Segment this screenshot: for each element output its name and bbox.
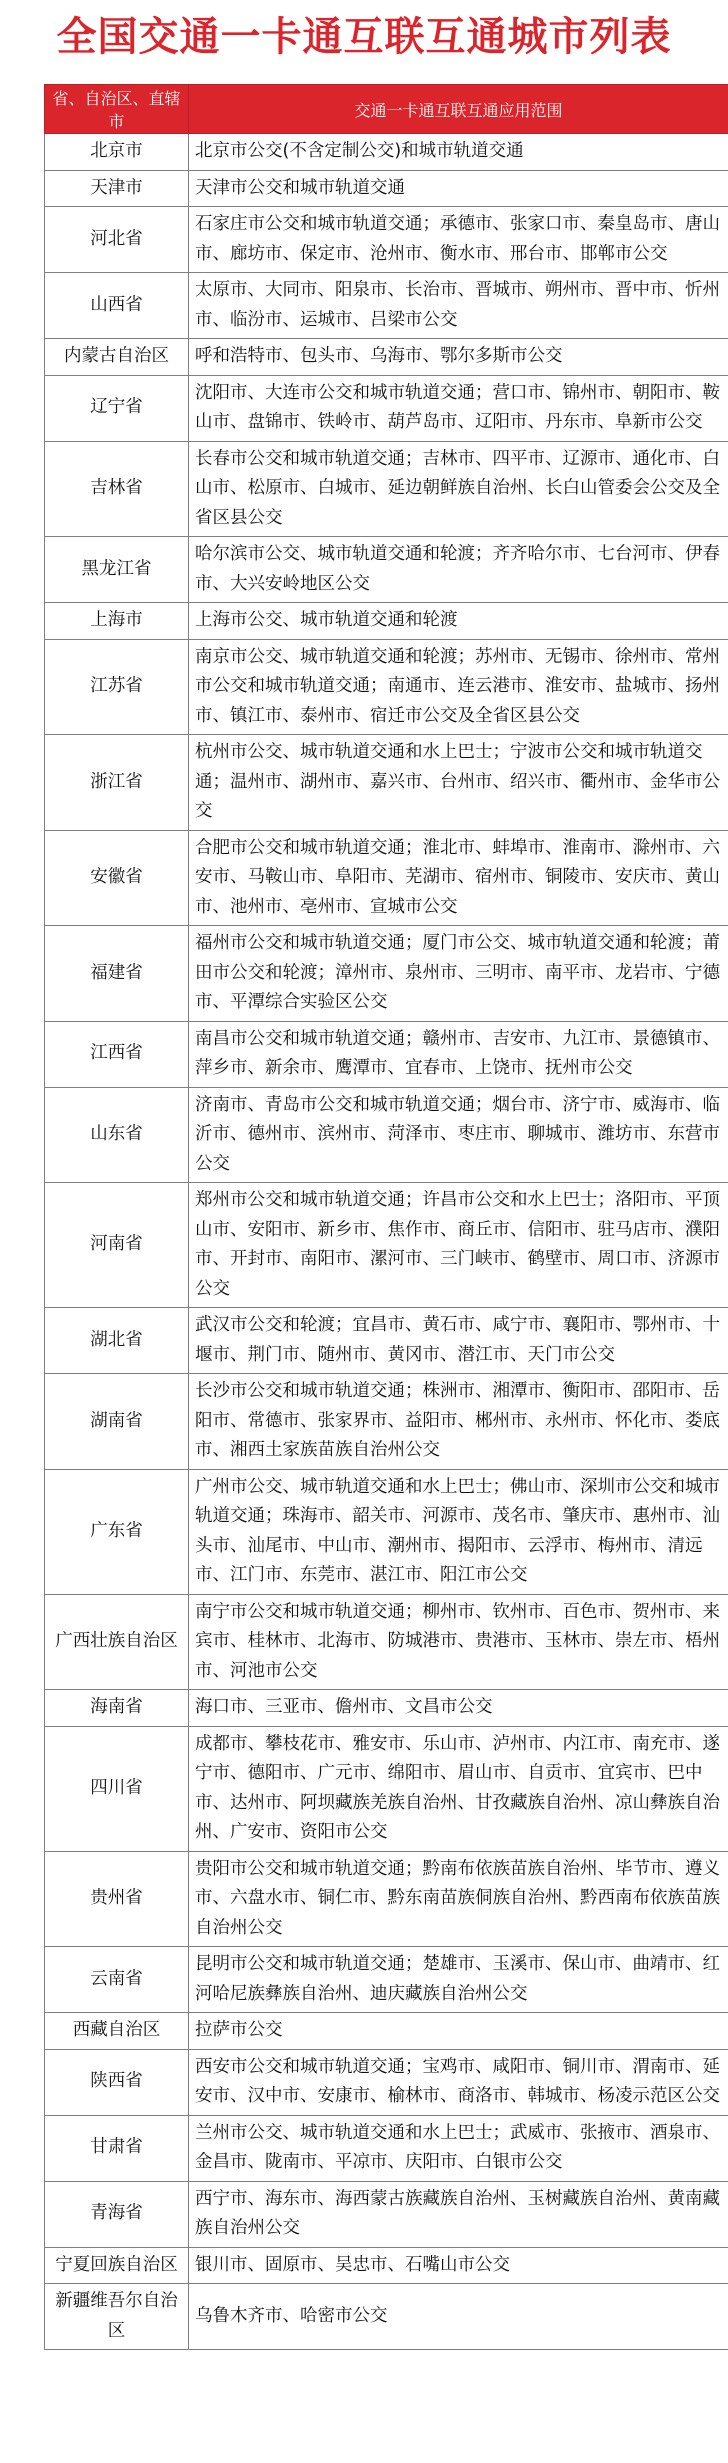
region-cell: 内蒙古自治区 [45, 339, 189, 376]
scope-cell: 银川市、固原市、吴忠市、石嘴山市公交 [189, 2247, 728, 2284]
scope-cell: 上海市公交、城市轨道交通和轮渡 [189, 603, 728, 640]
table-row [45, 134, 728, 171]
region-cell: 云南省 [45, 1947, 189, 2013]
header-scope: 交通一卡通互联互通应用范围 [189, 85, 728, 134]
table-row [45, 603, 728, 640]
table-row [45, 170, 728, 207]
region-cell: 海南省 [45, 1690, 189, 1727]
region-cell: 广西壮族自治区 [45, 1594, 189, 1690]
region-cell: 吉林省 [45, 441, 189, 537]
scope-cell: 南昌市公交和城市轨道交通；赣州市、吉安市、九江市、景德镇市、萍乡市、新余市、鹰潭市、宜春市、上饶市、抚州市公交 [189, 1021, 728, 1087]
scope-cell: 福州市公交和城市轨道交通；厦门市公交、城市轨道交通和轮渡；莆田市公交和轮渡；漳州市、泉州市、三明市、南平市、龙岩市、宁德市、平潭综合实验区公交 [189, 926, 728, 1022]
scope-cell: 武汉市公交和轮渡；宜昌市、黄石市、咸宁市、襄阳市、鄂州市、十堰市、荆门市、随州市、黄冈市、潜江市、天门市公交 [189, 1308, 728, 1374]
region-cell: 宁夏回族自治区 [45, 2247, 189, 2284]
region-cell: 浙江省 [45, 735, 189, 831]
region-cell: 甘肃省 [45, 2115, 189, 2181]
scope-cell: 南京市公交、城市轨道交通和轮渡；苏州市、无锡市、徐州市、常州市公交和城市轨道交通；南通市、连云港市、淮安市、盐城市、扬州市、镇江市、泰州市、宿迁市公交及全省区县公交 [189, 639, 728, 735]
region-cell: 河南省 [45, 1183, 189, 1308]
scope-cell: 杭州市公交、城市轨道交通和水上巴士；宁波市公交和城市轨道交通；温州市、湖州市、嘉兴市、台州市、绍兴市、衢州市、金华市公交 [189, 735, 728, 831]
scope-cell: 济南市、青岛市公交和城市轨道交通；烟台市、济宁市、威海市、临沂市、德州市、滨州市、菏泽市、枣庄市、聊城市、潍坊市、东营市公交 [189, 1087, 728, 1183]
region-cell: 黑龙江省 [45, 537, 189, 603]
scope-cell: 长沙市公交和城市轨道交通；株洲市、湘潭市、衡阳市、邵阳市、岳阳市、常德市、张家界市、益阳市、郴州市、永州市、怀化市、娄底市、湘西土家族苗族自治州公交 [189, 1374, 728, 1470]
table-row [45, 2049, 728, 2115]
table-row [45, 1594, 728, 1690]
table-row [45, 1851, 728, 1947]
table-row [45, 207, 728, 273]
region-cell: 北京市 [45, 134, 189, 171]
region-cell: 辽宁省 [45, 375, 189, 441]
region-cell: 江苏省 [45, 639, 189, 735]
scope-cell: 石家庄市公交和城市轨道交通；承德市、张家口市、秦皇岛市、唐山市、廊坊市、保定市、沧州市、衡水市、邢台市、邯郸市公交 [189, 207, 728, 273]
table-body [45, 134, 728, 2350]
scope-cell: 天津市公交和城市轨道交通 [189, 170, 728, 207]
scope-cell: 西安市公交和城市轨道交通；宝鸡市、咸阳市、铜川市、渭南市、延安市、汉中市、安康市、榆林市、商洛市、韩城市、杨凌示范区公交 [189, 2049, 728, 2115]
table-row [45, 639, 728, 735]
region-cell: 四川省 [45, 1726, 189, 1851]
table-row [45, 1374, 728, 1470]
region-cell: 山东省 [45, 1087, 189, 1183]
table-row [45, 441, 728, 537]
city-table [44, 84, 728, 2350]
table-row [45, 830, 728, 926]
region-cell: 河北省 [45, 207, 189, 273]
scope-cell: 拉萨市公交 [189, 2013, 728, 2050]
table-row [45, 735, 728, 831]
scope-cell: 乌鲁木齐市、哈密市公交 [189, 2284, 728, 2350]
scope-cell: 沈阳市、大连市公交和城市轨道交通；营口市、锦州市、朝阳市、鞍山市、盘锦市、铁岭市、葫芦岛市、辽阳市、丹东市、阜新市公交 [189, 375, 728, 441]
table-row [45, 1087, 728, 1183]
table-row [45, 375, 728, 441]
table-row [45, 1183, 728, 1308]
page-title: 全国交通一卡通互联互通城市列表 [56, 14, 672, 60]
region-cell: 广东省 [45, 1469, 189, 1594]
region-cell: 陕西省 [45, 2049, 189, 2115]
region-cell: 湖北省 [45, 1308, 189, 1374]
scope-cell: 长春市公交和城市轨道交通；吉林市、四平市、辽源市、通化市、白山市、松原市、白城市、延边朝鲜族自治州、长白山管委会公交及全省区县公交 [189, 441, 728, 537]
header-row [45, 85, 728, 134]
table-row [45, 2181, 728, 2247]
table-row [45, 2284, 728, 2350]
table-row [45, 1726, 728, 1851]
scope-cell: 兰州市公交、城市轨道交通和水上巴士；武威市、张掖市、酒泉市、金昌市、陇南市、平凉市、庆阳市、白银市公交 [189, 2115, 728, 2181]
scope-cell: 昆明市公交和城市轨道交通；楚雄市、玉溪市、保山市、曲靖市、红河哈尼族彝族自治州、迪庆藏族自治州公交 [189, 1947, 728, 2013]
table-row [45, 1690, 728, 1727]
scope-cell: 西宁市、海东市、海西蒙古族藏族自治州、玉树藏族自治州、黄南藏族自治州公交 [189, 2181, 728, 2247]
region-cell: 江西省 [45, 1021, 189, 1087]
scope-cell: 贵阳市公交和城市轨道交通；黔南布依族苗族自治州、毕节市、遵义市、六盘水市、铜仁市、黔东南苗族侗族自治州、黔西南布依族苗族自治州公交 [189, 1851, 728, 1947]
table-row [45, 926, 728, 1022]
region-cell: 新疆维吾尔自治区 [45, 2284, 189, 2350]
scope-cell: 呼和浩特市、包头市、乌海市、鄂尔多斯市公交 [189, 339, 728, 376]
scope-cell: 海口市、三亚市、儋州市、文昌市公交 [189, 1690, 728, 1727]
region-cell: 山西省 [45, 273, 189, 339]
region-cell: 安徽省 [45, 830, 189, 926]
scope-cell: 广州市公交、城市轨道交通和水上巴士；佛山市、深圳市公交和城市轨道交通；珠海市、韶关市、河源市、茂名市、肇庆市、惠州市、汕头市、汕尾市、中山市、潮州市、揭阳市、云浮市、梅州市、清远市、江门市、东莞市、湛江市、阳江市公交 [189, 1469, 728, 1594]
table-row [45, 2013, 728, 2050]
region-cell: 上海市 [45, 603, 189, 640]
scope-cell: 合肥市公交和城市轨道交通；淮北市、蚌埠市、淮南市、滁州市、六安市、马鞍山市、阜阳市、芜湖市、宿州市、铜陵市、安庆市、黄山市、池州市、亳州市、宣城市公交 [189, 830, 728, 926]
scope-cell: 郑州市公交和城市轨道交通；许昌市公交和水上巴士；洛阳市、平顶山市、安阳市、新乡市、焦作市、商丘市、信阳市、驻马店市、濮阳市、开封市、南阳市、漯河市、三门峡市、鹤壁市、周口市、济源市公交 [189, 1183, 728, 1308]
region-cell: 西藏自治区 [45, 2013, 189, 2050]
region-cell: 福建省 [45, 926, 189, 1022]
table-row [45, 2247, 728, 2284]
table-row [45, 1308, 728, 1374]
scope-cell: 南宁市公交和城市轨道交通；柳州市、钦州市、百色市、贺州市、来宾市、桂林市、北海市、防城港市、贵港市、玉林市、崇左市、梧州市、河池市公交 [189, 1594, 728, 1690]
scope-cell: 成都市、攀枝花市、雅安市、乐山市、泸州市、内江市、南充市、遂宁市、德阳市、广元市、绵阳市、眉山市、自贡市、宜宾市、巴中市、达州市、阿坝藏族羌族自治州、甘孜藏族自治州、凉山彝族自治州、广安市、资阳市公交 [189, 1726, 728, 1851]
region-cell: 天津市 [45, 170, 189, 207]
table-row [45, 1947, 728, 2013]
region-cell: 青海省 [45, 2181, 189, 2247]
region-cell: 贵州省 [45, 1851, 189, 1947]
header-region: 省、自治区、直辖市 [45, 85, 189, 134]
table-row [45, 1469, 728, 1594]
table-row [45, 1021, 728, 1087]
scope-cell: 北京市公交(不含定制公交)和城市轨道交通 [189, 134, 728, 171]
table-row [45, 537, 728, 603]
table-row [45, 2115, 728, 2181]
scope-cell: 哈尔滨市公交、城市轨道交通和轮渡；齐齐哈尔市、七台河市、伊春市、大兴安岭地区公交 [189, 537, 728, 603]
table-row [45, 273, 728, 339]
scope-cell: 太原市、大同市、阳泉市、长治市、晋城市、朔州市、晋中市、忻州市、临汾市、运城市、吕梁市公交 [189, 273, 728, 339]
table-header [45, 85, 728, 134]
region-cell: 湖南省 [45, 1374, 189, 1470]
table-row [45, 339, 728, 376]
